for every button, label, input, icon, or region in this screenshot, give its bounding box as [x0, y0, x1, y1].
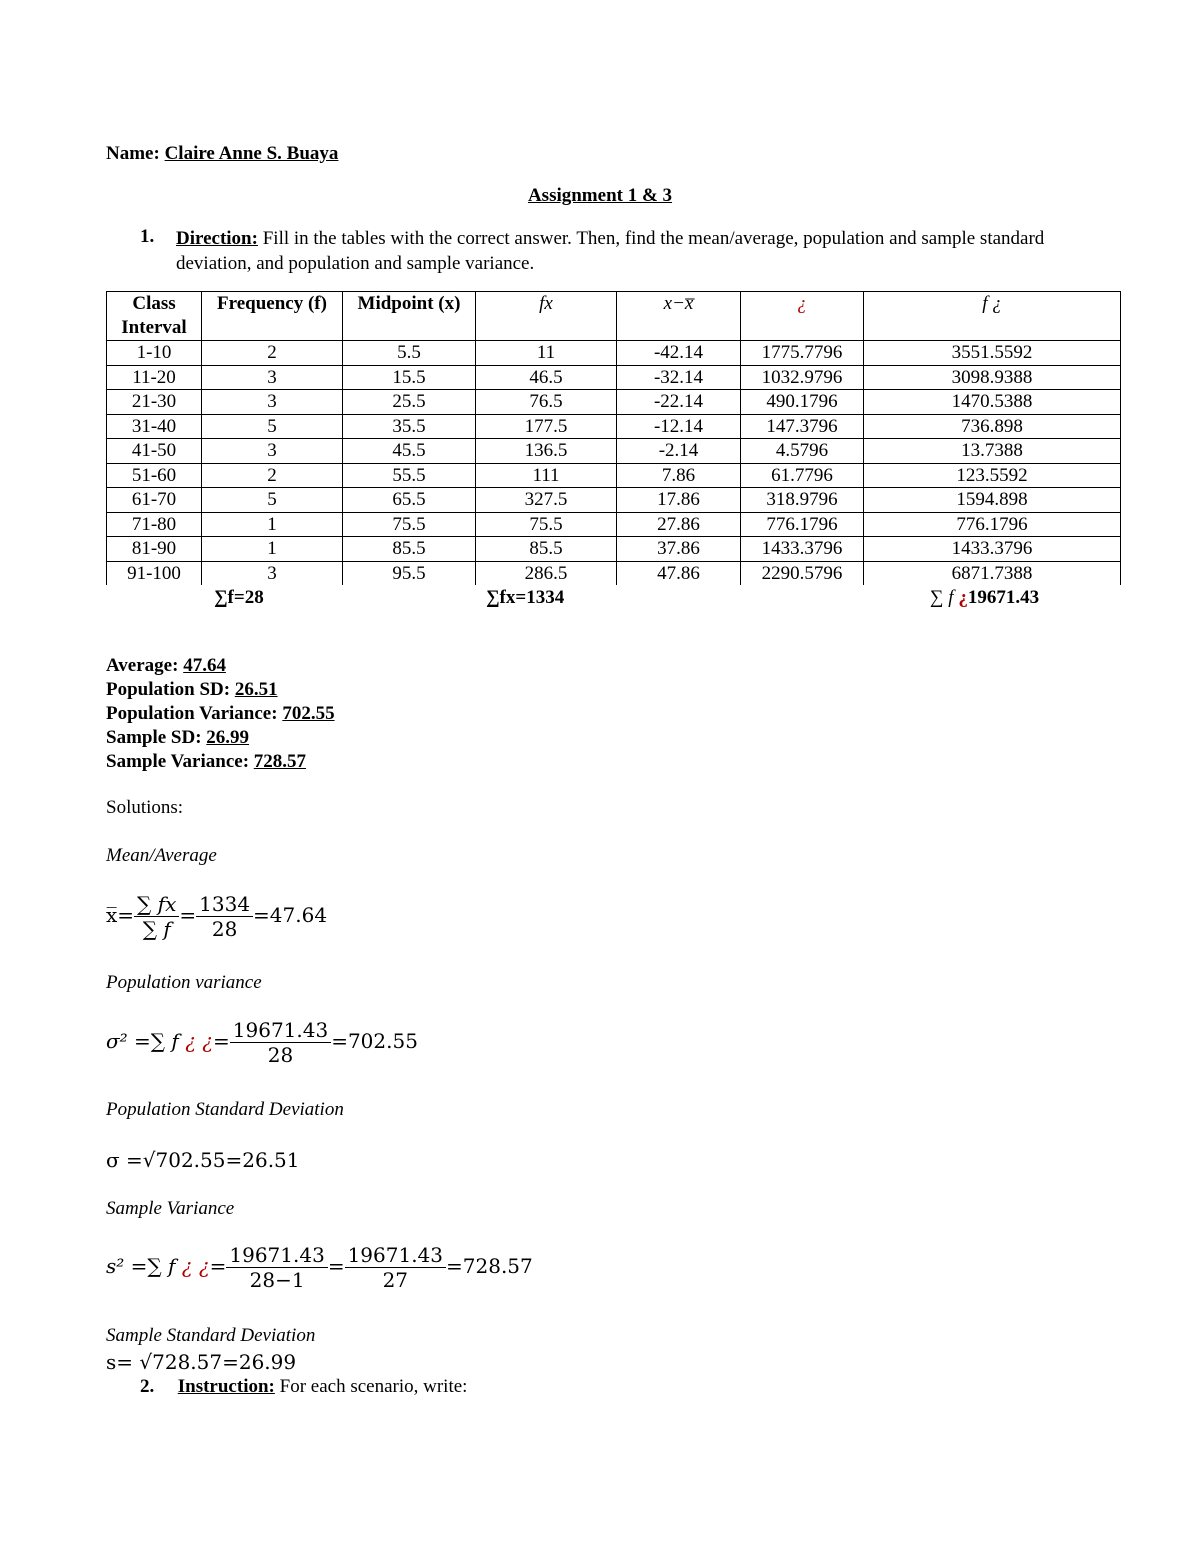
mean-fraction-1 — [134, 892, 179, 941]
table-row — [107, 365, 1121, 390]
class-interval-cell: 11-20 — [107, 365, 202, 390]
f-squared-deviation-cell: 13.7388 — [864, 439, 1121, 464]
squared-deviation-cell: 318.9796 — [741, 488, 864, 513]
average-label: Average: — [106, 655, 179, 676]
deviation-cell: 37.86 — [617, 537, 741, 562]
average-value: 47.64 — [183, 655, 226, 676]
question-2 — [140, 1376, 467, 1398]
popvar-mark: ¿ ¿ — [185, 1029, 213, 1053]
midpoint-cell: 15.5 — [343, 365, 476, 390]
mean-lhs: x̅= — [106, 903, 135, 927]
results-block — [106, 654, 335, 774]
midpoint-cell: 45.5 — [343, 439, 476, 464]
mean-result: =47.64 — [253, 903, 328, 927]
squared-deviation-cell: 1433.3796 — [741, 537, 864, 562]
fx-cell: 177.5 — [476, 414, 617, 439]
instruction-text: For each scenario, write: — [279, 1376, 468, 1397]
sum-fsq-value: 19671.43 — [967, 587, 1040, 608]
f-squared-deviation-cell: 736.898 — [864, 414, 1121, 439]
sampvar-mark: ¿ ¿ — [181, 1254, 210, 1278]
pop-sd-label: Population SD: — [106, 679, 231, 700]
deviation-cell: 17.86 — [617, 488, 741, 513]
samp-sd-value: 26.99 — [206, 727, 250, 748]
fx-cell: 327.5 — [476, 488, 617, 513]
sampvar-result: =728.57 — [446, 1254, 533, 1278]
f-squared-deviation-cell: 6871.7388 — [864, 561, 1121, 585]
deviation-cell: 47.86 — [617, 561, 741, 585]
f-squared-deviation-cell: 3098.9388 — [864, 365, 1121, 390]
sampvar-numerator-1: 19671.43 — [226, 1243, 327, 1268]
header-deviation: x−x̅ — [617, 292, 741, 341]
f-squared-deviation-cell: 1433.3796 — [864, 537, 1121, 562]
table-row — [107, 512, 1121, 537]
fx-cell: 46.5 — [476, 365, 617, 390]
header-f-squared-deviation — [864, 292, 1121, 341]
deviation-cell: -12.14 — [617, 414, 741, 439]
deviation-cell: -22.14 — [617, 390, 741, 415]
header-frequency: Frequency (f) — [202, 292, 343, 341]
f-squared-deviation-cell: 1594.898 — [864, 488, 1121, 513]
mean-denominator-2: 28 — [211, 917, 238, 941]
deviation-cell: 27.86 — [617, 512, 741, 537]
frequency-cell: 3 — [202, 390, 343, 415]
result-pop-sd — [106, 678, 335, 702]
solutions-heading: Solutions: — [106, 797, 184, 818]
class-interval-cell: 21-30 — [107, 390, 202, 415]
mean-numerator: ∑ fx — [134, 892, 179, 917]
table-row — [107, 341, 1121, 366]
student-name-line — [106, 143, 338, 165]
class-interval-cell: 81-90 — [107, 537, 202, 562]
squared-deviation-cell: 61.7796 — [741, 463, 864, 488]
samp-sd-label: Sample SD: — [106, 727, 202, 748]
midpoint-cell: 5.5 — [343, 341, 476, 366]
mean-formula — [106, 892, 327, 941]
squared-deviation-cell: 1032.9796 — [741, 365, 864, 390]
table-row — [107, 561, 1121, 585]
midpoint-cell: 75.5 — [343, 512, 476, 537]
squared-deviation-cell: 147.3796 — [741, 414, 864, 439]
class-interval-cell: 31-40 — [107, 414, 202, 439]
sampvar-numerator-2: 19671.43 — [345, 1243, 446, 1268]
question-1-number: 1. — [140, 226, 155, 247]
student-name: Claire Anne S. Buaya — [164, 143, 339, 164]
midpoint-cell: 95.5 — [343, 561, 476, 585]
sum-fsq-prefix: ∑ f — [930, 587, 959, 608]
fx-cell: 111 — [476, 463, 617, 488]
fx-cell: 136.5 — [476, 439, 617, 464]
sampvar-denominator-1: 28−1 — [249, 1268, 305, 1292]
class-interval-cell: 61-70 — [107, 488, 202, 513]
midpoint-cell: 65.5 — [343, 488, 476, 513]
class-interval-cell: 1-10 — [107, 341, 202, 366]
frequency-cell: 3 — [202, 561, 343, 585]
mean-fraction-2 — [196, 892, 253, 941]
table-row — [107, 537, 1121, 562]
sampvar-heading: Sample Variance — [106, 1198, 235, 1219]
f-squared-deviation-cell: 1470.5388 — [864, 390, 1121, 415]
sampvar-denominator-2: 27 — [382, 1268, 409, 1292]
f-squared-deviation-cell: 123.5592 — [864, 463, 1121, 488]
sampvar-eq: = — [209, 1254, 227, 1278]
mean-numerator-2: 1334 — [196, 892, 253, 917]
popvar-result: =702.55 — [331, 1029, 418, 1053]
result-average — [106, 654, 335, 678]
frequency-cell: 3 — [202, 439, 343, 464]
mean-denominator: ∑ f — [142, 917, 171, 941]
header-f-squared-deviation-text: f ¿ — [982, 293, 1002, 314]
squared-deviation-cell: 2290.5796 — [741, 561, 864, 585]
midpoint-cell: 55.5 — [343, 463, 476, 488]
popsd-heading: Population Standard Deviation — [106, 1099, 344, 1120]
pop-var-value: 702.55 — [282, 703, 335, 724]
popvar-formula — [106, 1018, 418, 1067]
frequency-table — [106, 291, 1121, 585]
table-row — [107, 390, 1121, 415]
class-interval-cell: 91-100 — [107, 561, 202, 585]
deviation-cell: -32.14 — [617, 365, 741, 390]
midpoint-cell: 35.5 — [343, 414, 476, 439]
popvar-lhs: σ² =∑ f — [106, 1029, 186, 1053]
sampvar-lhs: s² =∑ f — [106, 1254, 182, 1278]
fx-cell: 286.5 — [476, 561, 617, 585]
question-1-text — [176, 226, 1076, 276]
frequency-cell: 5 — [202, 488, 343, 513]
question-2-number: 2. — [140, 1376, 155, 1397]
fx-cell: 85.5 — [476, 537, 617, 562]
deviation-cell: 7.86 — [617, 463, 741, 488]
pop-sd-value: 26.51 — [234, 679, 278, 700]
mean-heading: Mean/Average — [106, 845, 217, 866]
popvar-numerator: 19671.43 — [230, 1018, 331, 1043]
mean-eq: = — [179, 903, 197, 927]
direction-text: Fill in the tables with the correct answer. Then, find the mean/average, population and sample standard deviation, and population and sample variance. — [176, 228, 1045, 274]
instruction-label: Instruction: — [177, 1376, 275, 1397]
frequency-cell: 5 — [202, 414, 343, 439]
pop-var-label: Population Variance: — [106, 703, 278, 724]
frequency-cell: 2 — [202, 341, 343, 366]
popsd-formula: σ =√702.55=26.51 — [106, 1148, 300, 1172]
deviation-cell: -42.14 — [617, 341, 741, 366]
frequency-cell: 2 — [202, 463, 343, 488]
sampsd-formula: s= √728.57=26.99 — [106, 1350, 297, 1374]
table-header-row — [107, 292, 1121, 341]
class-interval-cell: 71-80 — [107, 512, 202, 537]
frequency-cell: 1 — [202, 512, 343, 537]
table-row — [107, 463, 1121, 488]
popvar-eq: = — [213, 1029, 230, 1053]
header-class-interval: Class Interval — [107, 292, 202, 341]
fx-cell: 76.5 — [476, 390, 617, 415]
fx-cell: 75.5 — [476, 512, 617, 537]
popvar-heading: Population variance — [106, 972, 262, 993]
class-interval-cell: 41-50 — [107, 439, 202, 464]
sampvar-eq2: = — [327, 1254, 345, 1278]
header-midpoint: Midpoint (x) — [343, 292, 476, 341]
class-interval-cell: 51-60 — [107, 463, 202, 488]
f-squared-deviation-cell: 776.1796 — [864, 512, 1121, 537]
squared-deviation-cell: 490.1796 — [741, 390, 864, 415]
deviation-cell: -2.14 — [617, 439, 741, 464]
midpoint-cell: 85.5 — [343, 537, 476, 562]
squared-deviation-cell: 776.1796 — [741, 512, 864, 537]
frequency-cell: 3 — [202, 365, 343, 390]
samp-var-label: Sample Variance: — [106, 751, 250, 772]
popvar-fraction — [230, 1018, 331, 1067]
header-fx: fx — [476, 292, 617, 341]
sum-frequency: ∑f=28 — [214, 587, 264, 608]
sampvar-formula — [106, 1243, 533, 1292]
squared-deviation-cell: 4.5796 — [741, 439, 864, 464]
sum-fsq-mark: ¿ — [958, 587, 968, 608]
result-samp-var — [106, 750, 335, 774]
squared-deviation-cell: 1775.7796 — [741, 341, 864, 366]
sum-fx: ∑fx=1334 — [486, 587, 565, 608]
f-squared-deviation-cell: 3551.5592 — [864, 341, 1121, 366]
header-squared-deviation: ¿ — [741, 292, 864, 341]
samp-var-value: 728.57 — [253, 751, 307, 772]
sampvar-fraction-1 — [226, 1243, 327, 1292]
sampvar-fraction-2 — [345, 1243, 446, 1292]
popvar-denominator: 28 — [267, 1043, 294, 1067]
result-pop-var — [106, 702, 335, 726]
fx-cell: 11 — [476, 341, 617, 366]
sampsd-heading: Sample Standard Deviation — [106, 1325, 316, 1346]
assignment-title: Assignment 1 & 3 — [527, 185, 673, 206]
table-row — [107, 414, 1121, 439]
name-label: Name: — [106, 143, 160, 164]
result-samp-sd — [106, 726, 335, 750]
direction-label: Direction: — [176, 228, 258, 249]
midpoint-cell: 25.5 — [343, 390, 476, 415]
sum-f-squared-deviation — [930, 587, 1039, 609]
table-row — [107, 488, 1121, 513]
frequency-cell: 1 — [202, 537, 343, 562]
table-row — [107, 439, 1121, 464]
